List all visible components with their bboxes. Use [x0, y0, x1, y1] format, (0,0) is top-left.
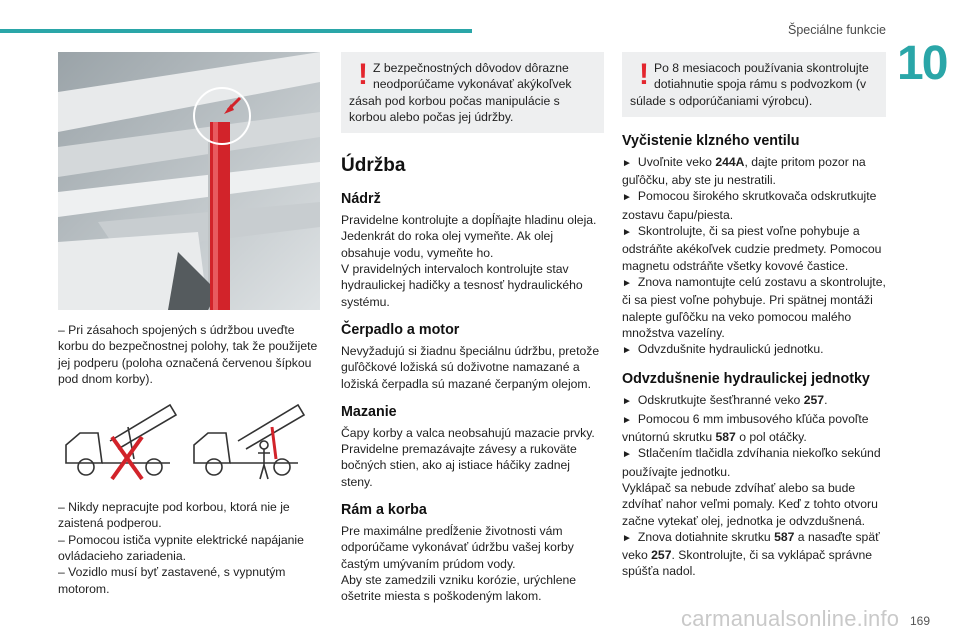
section-title-tank: Nádrž: [341, 191, 381, 208]
bleeding-title: Odvzdušnenie hydraulickej jednotky: [622, 371, 870, 388]
section-title-lubrication: Mazanie: [341, 403, 397, 420]
maintenance-heading: Údržba: [341, 155, 406, 177]
bleed-note: Vyklápač sa nebude zdvíhať alebo sa bude zdvíhať nahor veľmi pomaly. Keď z tohto otvoru začne vytekať olej, jednotka je odvzdušnená.: [622, 480, 878, 528]
right-column: [622, 52, 886, 580]
bleed-step: ► Stlačením tlačidla zdvíhania niekoľko sekúnd používajte jednotku.: [622, 445, 886, 480]
truck-illustration: [58, 401, 320, 491]
warning-text-rest: zásah pod korbou počas manipulácie s korbou alebo počas jej údržby.: [349, 93, 560, 124]
warning-text-first: Po 8 mesiacoch používania skontrolujte dotiahnutie spoja rámu s podvozkom (v: [654, 61, 869, 92]
valve-steps: [622, 154, 886, 360]
warning-text-first: Z bezpečnostných dôvodov dôrazne neodporúčame vykonávať akýkoľvek: [373, 61, 572, 92]
section-title-frame: Rám a korba: [341, 502, 427, 519]
warning-icon: !: [639, 58, 649, 91]
watermark: carmanualsonline.info: [681, 606, 900, 631]
safety-item: – Nikdy nepracujte pod korbou, ktorá nie je zaistená podperou.: [58, 500, 290, 531]
warning-text-rest: súlade s odporúčaniami výrobcu).: [630, 93, 813, 108]
section-title: Špeciálne funkcie: [788, 23, 886, 37]
section-text-lubrication: Čapy korby a valca neobsahujú mazacie prvky. Pravidelne premazávajte závesy a rukoväte bočných stien, ako aj istiace háčiky zadnej steny.: [341, 425, 595, 489]
section-text-frame: Pre maximálne predĺženie životnosti vám odporúčame vykonávať údržbu vašej korby častým umývaním prúdom vody. Aby ste zamedzili vzniku korózie, urýchlene ošetrite miesta s poškodeným lakom.: [341, 524, 577, 604]
valve-step: ► Uvoľnite veko 244A, dajte pritom pozor na guľôčku, aby ste ju nestratili.: [622, 154, 886, 189]
valve-step: ► Odvzdušnite hydraulickú jednotku.: [622, 341, 886, 359]
header-accent-bar: [0, 29, 472, 33]
section-text-pump: Nevyžadujú si žiadnu špeciálnu údržbu, pretože guľôčkové ložiská sú doživotne namazané a ložiská čerpadla sú mazané čerpaným olejom.: [341, 343, 600, 391]
page-number: 169: [909, 614, 930, 628]
bleed-step: ► Pomocou 6 mm imbusového kľúča povoľte vnútornú skrutku 587 o pol otáčky.: [622, 411, 886, 446]
valve-step: ► Skontrolujte, či sa piest voľne pohybuje a odstráňte akékoľvek cudzie predmety. Pomocou magnetu odstráňte všetky kovové častice.: [622, 223, 886, 274]
section-text-tank: Pravidelne kontrolujte a dopĺňajte hladinu oleja. Jedenkrát do roka olej vymeňte. Ak olej obsahuje vodu, vymeňte ho. V pravidelných intervaloch kontrolujte stav hydraulickej hadičky a tesnosť hydraulického systému.: [341, 213, 597, 309]
middle-column: [341, 52, 604, 605]
warning-box-inspection: [622, 52, 886, 117]
bleed-step: ► Znova dotiahnite skrutku 587 a nasaďte späť veko 257. Skontrolujte, či sa vyklápač správne spúšťa nadol.: [622, 529, 886, 580]
support-prop-photo: [58, 52, 320, 310]
bleed-step: ► Odskrutkujte šesťhranné veko 257.: [622, 392, 886, 410]
safety-item: – Pomocou ističa vypnite elektrické napájanie ovládacieho zariadenia.: [58, 532, 304, 564]
left-column: [58, 52, 320, 597]
valve-step: ► Pomocou širokého skrutkovača odskrutkujte zostavu čapu/piesta.: [622, 188, 886, 223]
safety-list: [58, 499, 320, 597]
warning-box: [341, 52, 604, 133]
valve-cleaning-title: Vyčistenie klzného ventilu: [622, 132, 800, 149]
valve-step: ► Znova namontujte celú zostavu a skontrolujte, či sa piest voľne pohybuje. Pri spätnej montáži nalepte guľôčku na veko pomocou malého množstva vazelíny.: [622, 274, 886, 341]
bleeding-steps: [622, 392, 886, 579]
warning-icon: !: [358, 58, 368, 91]
section-title-pump: Čerpadlo a motor: [341, 321, 460, 338]
safety-item: – Vozidlo musí byť zastavené, s vypnutým motorom.: [58, 565, 286, 596]
support-instruction: – Pri zásahoch spojených s údržbou uveďte korbu do bezpečnostnej polohy, tak že použijete jej podperu (poloha označená červenou šípkou pod dnom korby).: [58, 323, 318, 386]
chapter-number: 10: [897, 37, 947, 90]
